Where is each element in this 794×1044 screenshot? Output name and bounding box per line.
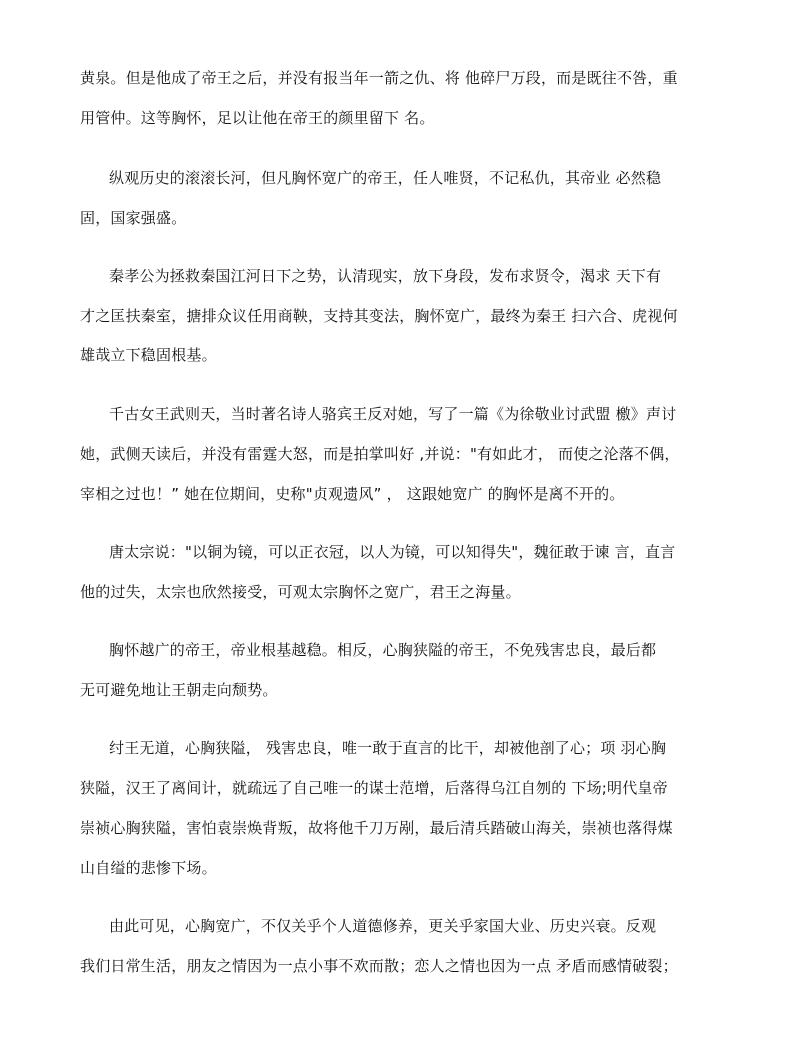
text-line: 由此可见，心胸宽广，不仅关乎个人道德修养，更关乎家国大业、历史兴衰。反观 — [109, 917, 657, 935]
text-line: 他的过失，太宗也欣然接受，可观太宗胸怀之宽广，君王之海量。 — [80, 583, 521, 601]
text-line: 千古女王武则天，当时著名诗人骆宾王反对她，写了一篇《为徐敬业讨武盟 檄》声讨 — [109, 405, 677, 423]
text-line: 黄泉。但是他成了帝王之后，并没有报当年一箭之仇、将 他碎尸万段，而是既往不咎，重 — [80, 69, 678, 87]
text-line: 胸怀越广的帝王，帝业根基越稳。相反，心胸狭隘的帝王，不免残害忠良，最后都 — [109, 641, 657, 659]
text-line: 才之匡扶秦室，搪排众议任用商鞅，支持其变法，胸怀宽广，最终为秦王 扫六合、虎视何 — [80, 307, 678, 325]
text-line: 纵观历史的滚滚长河，但凡胸怀宽广的帝王，任人唯贤，不记私仇，其帝业 必然稳 — [109, 169, 662, 187]
text-line: 唐太宗说："以铜为镜，可以正衣冠，以人为镜，可以知得失"，魏征敢于谏 言，直言 — [109, 543, 676, 561]
text-line: 固，国家强盛。 — [80, 209, 187, 227]
text-line: 无可避免地让王朝走向颓势。 — [80, 681, 278, 699]
text-line: 我们日常生活，朋友之情因为一点小事不欢而散；恋人之情也因为一点 矛盾而感情破裂； — [80, 957, 678, 975]
text-line: 秦孝公为拯救秦国江河日下之势，认清现实，放下身段，发布求贤令，渴求 天下有 — [109, 267, 662, 285]
text-line: 纣王无道，心胸狭隘， 残害忠良，唯一敢于直言的比干，却被他剖了心；项 羽心胸 — [109, 739, 667, 757]
text-line: 狭隘，汉王了离间计，就疏远了自己唯一的谋士范增，后落得乌江自刎的 下场;明代皇帝 — [80, 779, 668, 797]
text-line: 宰相之过也！” 她在位期间，史称"贞观遗风” ， 这跟她宽广 的胸怀是离不开的。 — [80, 485, 625, 503]
text-line: 崇祯心胸狭隘，害怕袁崇焕背叛，故将他千刀万剐，最后清兵踏破山海关，崇祯也落得煤 — [80, 819, 673, 837]
text-line: 雄哉立下稳固根基。 — [80, 346, 217, 364]
text-line: 她，武侧天读后，并没有雷霆大怒，而是拍掌叫好 ,并说："有如此才， 而使之沦落不偶， — [80, 445, 680, 463]
text-line: 山自缢的悲惨下场。 — [80, 859, 217, 877]
text-line: 用管仲。这等胸怀，足以让他在帝王的颜里留下 名。 — [80, 109, 435, 127]
